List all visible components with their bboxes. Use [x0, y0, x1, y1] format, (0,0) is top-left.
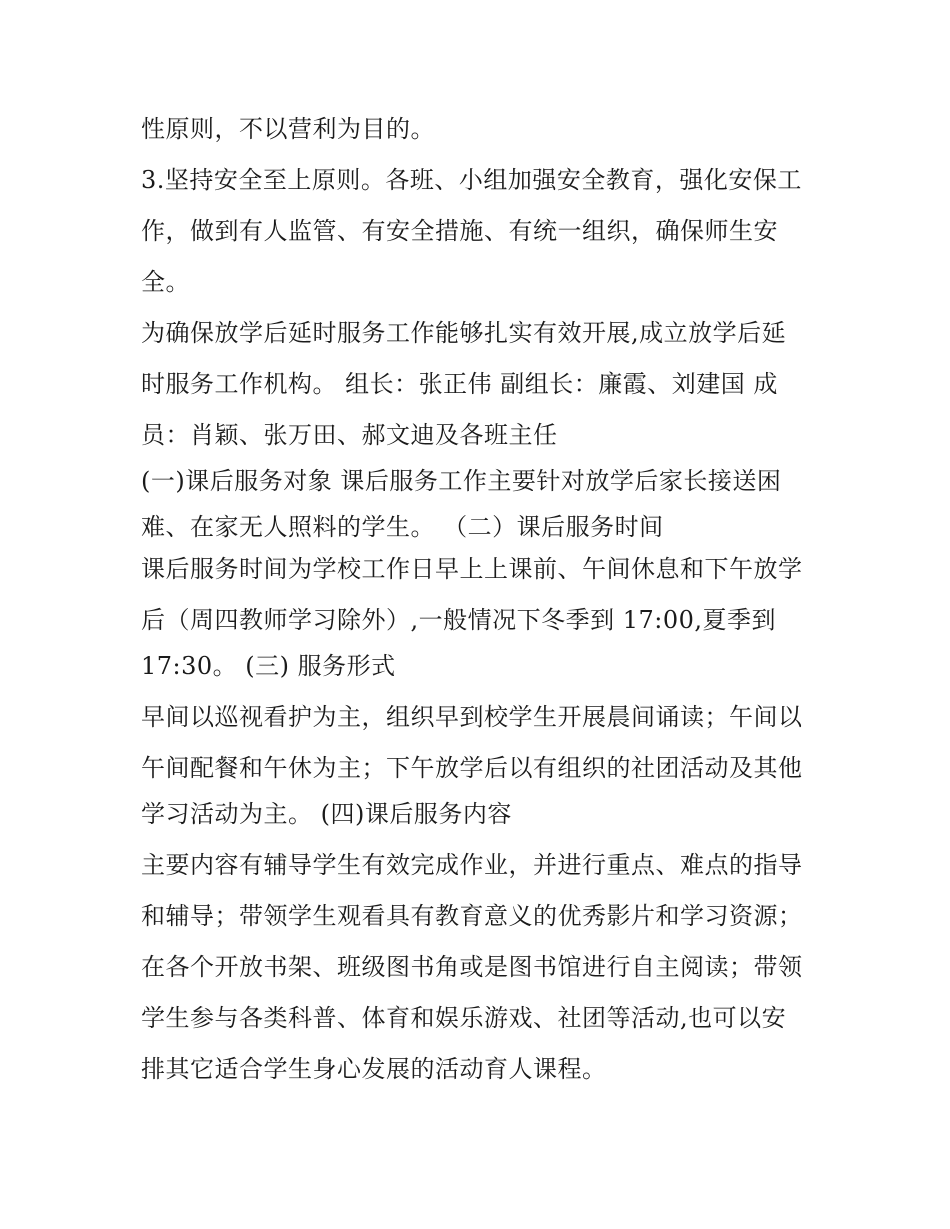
text-line: 难、在家无人照料的学生。 （二）课后服务时间: [141, 513, 664, 541]
text-line: 学生参与各类科普、体育和娱乐游戏、社团等活动,也可以安: [141, 1004, 787, 1032]
text-line: 主要内容有辅导学生有效完成作业，并进行重点、难点的指导: [141, 851, 803, 879]
text-line: 课后服务时间为学校工作日早上上课前、午间休息和下午放学: [141, 555, 803, 583]
text-line: 为确保放学后延时服务工作能够扎实有效开展,成立放学后延: [141, 319, 787, 347]
text-line: 午间配餐和午休为主；下午放学后以有组织的社团活动及其他: [141, 754, 803, 782]
text-line: 作，做到有人监管、有安全措施、有统一组织，确保师生安: [141, 217, 778, 245]
text-line: 17:30。 (三) 服务形式: [141, 652, 396, 680]
text-line: 员：肖颖、张万田、郝文迪及各班主任: [141, 421, 558, 449]
text-line: 3.坚持安全至上原则。各班、小组加强安全教育，强化安保工: [141, 166, 802, 194]
text-line: 时服务工作机构。 组长：张正伟 副组长：廉霞、刘建国 成: [141, 370, 778, 398]
text-line: 和辅导；带领学生观看具有教育意义的优秀影片和学习资源；: [141, 902, 803, 930]
text-line: 在各个开放书架、班级图书角或是图书馆进行自主阅读；带领: [141, 953, 803, 981]
text-line: 后（周四教师学习除外）,一般情况下冬季到 17:00,夏季到: [141, 606, 777, 634]
text-line: 性原则，不以营利为目的。: [141, 115, 435, 143]
text-line: 排其它适合学生身心发展的活动育人课程。: [141, 1055, 607, 1083]
body-text: [141, 108, 841, 1099]
text-line: (一)课后服务对象 课后服务工作主要针对放学后家长接送困: [141, 467, 782, 495]
text-line: 全。: [141, 268, 190, 296]
text-line: 学习活动为主。 (四)课后服务内容: [141, 800, 512, 828]
text-line: 早间以巡视看护为主，组织早到校学生开展晨间诵读；午间以: [141, 703, 803, 731]
